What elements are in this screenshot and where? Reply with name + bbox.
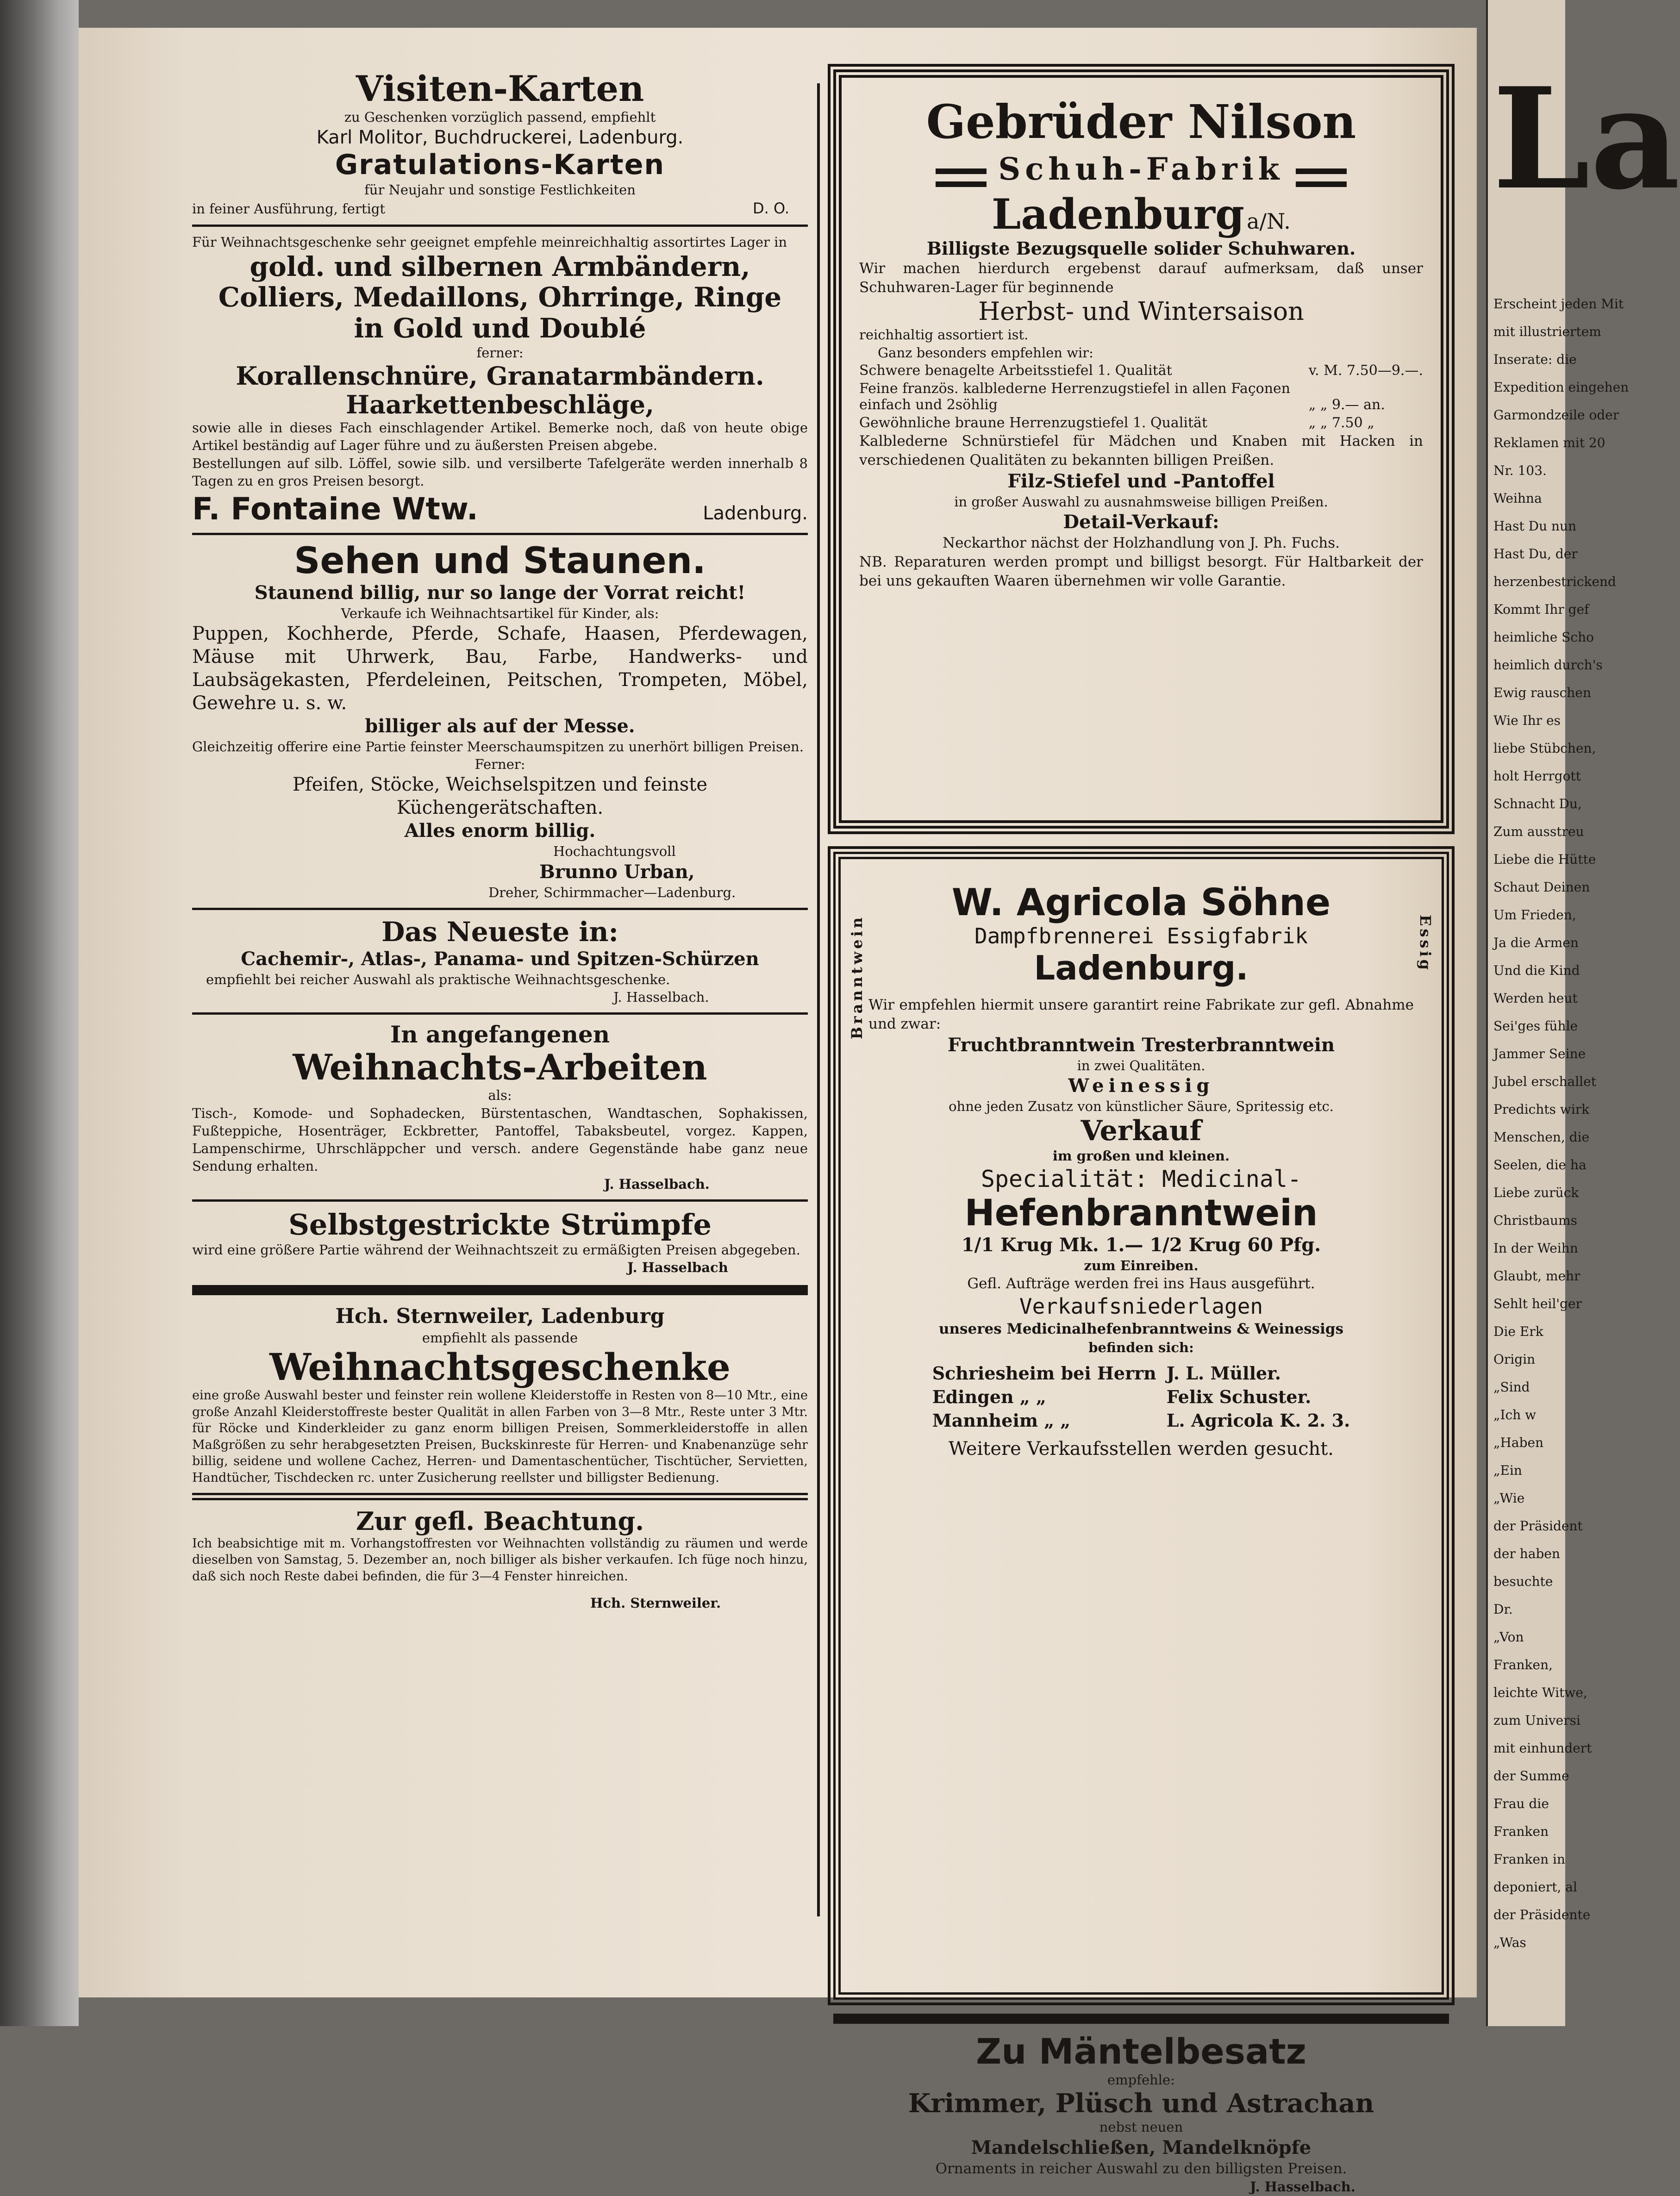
adjacent-text-fragment: zum Universi xyxy=(1493,1713,1580,1728)
dealer-place: Edingen „ „ xyxy=(932,1386,1046,1408)
adjacent-text-fragment: Liebe die Hütte xyxy=(1493,852,1596,867)
ad-text: Kalblederne Schnürstiefel für Mädchen und Knaben mit Hacken in verschiedenen Qualitäten zu bekannten billigen Preißen. xyxy=(859,432,1423,468)
ad-text: Ganz besonders empfehlen wir: xyxy=(878,344,1093,361)
ad-text: zu Geschenken vorzüglich passend, empfiehlt xyxy=(344,109,656,125)
ad-title: Das Neueste in: xyxy=(381,916,618,948)
ad-text: nebst neuen xyxy=(1099,2119,1183,2135)
ad-text: NB. Reparaturen werden prompt und billigst besorgt. Für Haltbarkeit der bei uns gekauften Waaren übernehmen wir volle Garantie. xyxy=(859,553,1423,589)
ad-heading: Fruchtbranntwein Tresterbranntwein xyxy=(947,1034,1335,1056)
adjacent-text-fragment: Werden heut xyxy=(1493,991,1578,1006)
price-value: „ „ 7.50 „ xyxy=(1308,414,1374,431)
ad-urban xyxy=(192,542,808,901)
adjacent-text-fragment: Hast Du nun xyxy=(1493,518,1577,534)
divider xyxy=(192,1493,808,1500)
price-row xyxy=(859,362,1423,380)
ad-text: Staunend billig, nur so lange der Vorrat reicht! xyxy=(254,581,746,604)
ad-text: Hochachtungsvoll xyxy=(553,843,676,860)
ad-text: Ich beabsichtige mit m. Vorhangstoffresten vor Weihnachten vollständig zu räumen und werde dieselben von Samstag, 5. Dezember an, noch billiger als bisher verkaufen. Ich füge noch hinzu, daß sich noch Reste dabei befinden, die für 3—4 Fenster hinreichen. xyxy=(192,1536,808,1584)
dealer-name: Felix Schuster. xyxy=(1166,1386,1312,1408)
ad-heading: Specialität: Medicinal- xyxy=(981,1166,1302,1193)
ad-signature: J. Hasselbach. xyxy=(1250,2179,1355,2195)
adjacent-text-fragment: „Ein xyxy=(1493,1463,1522,1478)
ad-text: 1/1 Krug Mk. 1.— 1/2 Krug 60 Pfg. xyxy=(961,1234,1321,1256)
ad-title: Selbstgestrickte Strümpfe xyxy=(288,1207,712,1241)
ad-agricola xyxy=(833,852,1449,2000)
adjacent-text-fragment: Hast Du, der xyxy=(1493,546,1578,561)
divider xyxy=(192,1285,808,1295)
adjacent-text-fragment: Jammer Seine xyxy=(1493,1046,1586,1061)
adjacent-text-fragment: Inserate: die xyxy=(1493,352,1577,367)
ad-heading: in Gold und Doublé xyxy=(354,312,646,344)
adjacent-text-fragment: Expedition eingehen xyxy=(1493,380,1629,395)
ad-text: reichhaltig assortiert ist. xyxy=(859,327,1029,343)
ad-signature: Brunno Urban, xyxy=(539,861,695,883)
ad-maentel xyxy=(833,2032,1449,2196)
adjacent-text-fragment: Erscheint jeden Mit xyxy=(1493,296,1624,312)
ad-title: Weihnachtsgeschenke xyxy=(269,1345,731,1389)
adjacent-text-fragment: Glaubt, mehr xyxy=(1493,1268,1580,1284)
ad-text: Neckarthor nächst der Holzhandlung von J. Ph. Fuchs. xyxy=(942,534,1340,551)
ad-text: Gefl. Aufträge werden frei ins Haus ausgeführt. xyxy=(967,1275,1315,1292)
ad-heading: Detail-Verkauf: xyxy=(1063,511,1219,533)
ad-text: Bestellungen auf silb. Löffel, sowie silb. und versilberte Tafelgeräte werden innerhalb 8 Tagen zu en gros Preisen besorgt. xyxy=(192,455,808,489)
book-binding xyxy=(0,0,79,2026)
adjacent-text-fragment: Franken xyxy=(1493,1824,1549,1839)
ad-text: empfehle: xyxy=(1107,2071,1175,2088)
ad-text: Alles enorm billig. xyxy=(404,820,596,842)
ad-text: für Neujahr und sonstige Festlichkeiten xyxy=(364,181,636,198)
ad-text: sowie alle in dieses Fach einschlagender Artikel. Bemerke noch, daß von heute obige Artikel beständig auf Lager führe und zu äußersten Preisen abgebe. xyxy=(192,420,808,454)
adjacent-text-fragment: der Präsident xyxy=(1493,1518,1583,1534)
price-row xyxy=(859,414,1423,432)
ad-text: empfiehlt bei reicher Auswahl als praktische Weihnachtsgeschenke. xyxy=(206,971,670,987)
adjacent-text-fragment: Reklamen mit 20 xyxy=(1493,435,1605,450)
ad-text: eine große Auswahl bester und feinster rein wollene Kleiderstoffe in Resten von 8—10 Mtr., eine große Anzahl Kleiderstoffreste bester Qualität in allen Farben von 3—8 Mtr., Reste unter 3 Mtr. für Röcke und Kinderkleider zu ganz enorm billigen Preisen, Sommerkleiderstoffe in allen Maßgrößen zu sehr herabgesetzten Preisen, Buckskinreste für Herren- und Knabenanzüge sehr billig, seidene und wollene Cachez, Herren- und Damentaschentücher, Tischtücher, Servietten, Handtücher, Tischdecken rc. unter Zusicherung reellster und billigster Bedienung. xyxy=(192,1388,808,1485)
price-row xyxy=(859,380,1423,414)
divider xyxy=(192,908,808,910)
ad-signature: J. Hasselbach xyxy=(627,1260,728,1276)
ad-text: Wir empfehlen hiermit unsere garantirt reine Fabrikate zur gefl. Abnahme und zwar: xyxy=(868,996,1414,1032)
ad-heading: Verkauf xyxy=(1080,1115,1202,1148)
side-label-left: Branntwein xyxy=(848,915,866,1040)
adjacent-text-fragment: Und die Kind xyxy=(1493,963,1580,978)
adjacent-text-fragment: Schaut Deinen xyxy=(1493,880,1590,895)
ad-heading: gold. und silbernen Armbändern, xyxy=(250,250,750,282)
adjacent-text-fragment: Ewig rauschen xyxy=(1493,685,1591,700)
ad-signature: Hch. Sternweiler. xyxy=(590,1595,721,1611)
ad-subtitle: Dampfbrennerei Essigfabrik xyxy=(974,923,1308,948)
adjacent-text-fragment: mit illustriertem xyxy=(1493,324,1601,339)
ad-text: Cachemir-, Atlas-, Panama- und Spitzen-Schürzen xyxy=(241,948,759,970)
ad-text: in zwei Qualitäten. xyxy=(1077,1057,1205,1073)
dealer-name: J. L. Müller. xyxy=(1166,1363,1281,1384)
ad-text: in feiner Ausführung, fertigt xyxy=(192,201,385,217)
adjacent-text-fragment: Weihna xyxy=(1493,491,1542,506)
ad-heading: Haarkettenbeschläge, xyxy=(346,390,654,420)
adjacent-text-fragment: Wie Ihr es xyxy=(1493,713,1561,728)
ad-heading: Weinessig xyxy=(1068,1074,1214,1097)
adjacent-text-fragment: Franken, xyxy=(1493,1657,1553,1672)
ad-beachtung xyxy=(192,1507,808,1612)
ad-heading: Korallenschnüre, Granatarmbändern. xyxy=(236,361,764,391)
adjacent-text-fragment: der Summe xyxy=(1493,1768,1569,1784)
ad-text: zum Einreiben. xyxy=(1084,1257,1199,1273)
ad-text: in großer Auswahl zu ausnahmsweise billigen Preißen. xyxy=(954,493,1328,510)
ad-text: Pfeifen, Stöcke, Weichselspitzen und feinste Küchengerätschaften. xyxy=(293,774,707,819)
adjacent-text-fragment: Liebe zurück xyxy=(1493,1185,1579,1200)
dealer-row xyxy=(928,1362,1355,1385)
ad-title: Visiten-Karten xyxy=(356,68,644,109)
price-value: „ „ 9.— an. xyxy=(1308,396,1385,413)
ad-text: empfiehlt als passende xyxy=(422,1329,578,1346)
ad-text: Für Weihnachtsgeschenke sehr geeignet empfehle meinreichhaltig assortirtes Lager in xyxy=(192,234,787,250)
ad-title: Gebrüder Nilson xyxy=(926,94,1356,149)
ad-heading: Filz-Stiefel und -Pantoffel xyxy=(1007,470,1275,492)
adjacent-text-fragment: der Präsidente xyxy=(1493,1907,1591,1922)
ad-heading: Mandelschließen, Mandelknöpfe xyxy=(971,2136,1312,2159)
adjacent-text-fragment: Ja die Armen xyxy=(1493,935,1579,950)
divider xyxy=(833,2014,1449,2024)
divider xyxy=(192,225,808,227)
ad-text: Verkaufe ich Weihnachtsartikel für Kinder, als: xyxy=(341,605,659,621)
adjacent-page-edge xyxy=(1486,0,1680,2026)
ad-text: befinden sich: xyxy=(1088,1340,1194,1356)
ad-nilson xyxy=(833,69,1449,829)
adjacent-text-fragment: „Von xyxy=(1493,1629,1524,1645)
ad-struempfe xyxy=(192,1208,808,1277)
adjacent-text-fragment: der haben xyxy=(1493,1546,1561,1561)
dealer-place: Schriesheim bei Herrn xyxy=(932,1363,1156,1384)
ad-text: unseres Medicinalhefenbranntweins & Weinessigs xyxy=(938,1321,1344,1338)
adjacent-text-fragment: Nr. 103. xyxy=(1493,463,1547,478)
adjacent-text-fragment: „Sind xyxy=(1493,1379,1530,1395)
ad-sternweiler xyxy=(192,1304,808,1486)
ad-title: Zu Mäntelbesatz xyxy=(976,2031,1306,2072)
ad-neueste xyxy=(192,917,808,1006)
dealer-place: Mannheim „ „ xyxy=(932,1410,1071,1431)
price-value: v. M. 7.50—9.—. xyxy=(1308,362,1423,379)
adjacent-text-fragment: heimlich durch's xyxy=(1493,657,1603,673)
price-table xyxy=(859,362,1423,432)
adjacent-text-fragment: besuchte xyxy=(1493,1574,1553,1589)
ad-subtitle: Schuh-Fabrik xyxy=(998,151,1284,187)
ornament-equals xyxy=(1296,168,1347,187)
price-item: Schwere benagelte Arbeitsstiefel 1. Qualität xyxy=(859,362,1172,379)
ad-title: Hefenbranntwein xyxy=(964,1192,1318,1234)
dealer-name: L. Agricola K. 2. 3. xyxy=(1166,1410,1350,1431)
adjacent-text-fragment: leichte Witwe, xyxy=(1493,1685,1587,1700)
ad-heading: Verkaufsniederlagen xyxy=(1019,1293,1263,1319)
adjacent-text-fragment: Um Frieden, xyxy=(1493,907,1576,923)
ad-text: ohne jeden Zusatz von künstlicher Säure, Spritessig etc. xyxy=(949,1098,1334,1114)
ad-text: im großen und kleinen. xyxy=(1052,1148,1230,1164)
ad-text: ferner: xyxy=(476,344,524,361)
adjacent-text-fragment: „Haben xyxy=(1493,1435,1544,1450)
adjacent-text-fragment: Schnacht Du, xyxy=(1493,796,1582,811)
adjacent-text-fragment: Sehlt heil'ger xyxy=(1493,1296,1582,1311)
adjacent-text-fragment: Christbaums xyxy=(1493,1213,1577,1228)
dealer-row xyxy=(928,1385,1355,1408)
divider xyxy=(192,1199,808,1202)
ad-text: Gleichzeitig offerire eine Partie feinster Meerschaumspitzen zu unerhört billigen Preisen. xyxy=(192,738,804,755)
adjacent-text-fragment: deponiert, al xyxy=(1493,1879,1577,1895)
price-item: Feine französ. kalblederne Herrenzugstiefel in allen Façonen einfach und 2söhlig xyxy=(859,380,1291,413)
ad-place: Ladenburg. xyxy=(1034,948,1249,987)
adjacent-text-fragment: Die Erk xyxy=(1493,1324,1543,1339)
ad-text: Tisch-, Komode- und Sophadecken, Bürstentaschen, Wandtaschen, Sophakissen, Fußteppiche, Hosenträger, Eckbretter, Pantoffel, Tabaksbeutel, vorgez. Kappen, Lampenschirme, Uhrschläppcher und versch. andere Gegenstände habe ganz neue Sendung erhalten. xyxy=(192,1105,808,1174)
adjacent-text-fragment: Sei'ges fühle xyxy=(1493,1018,1578,1034)
masthead-fragment: La xyxy=(1493,57,1680,220)
divider xyxy=(192,1012,808,1015)
adjacent-text-fragment: Garmondzeile oder xyxy=(1493,407,1619,423)
ad-text: wird eine größere Partie während der Weihnachtszeit zu ermäßigten Preisen abgegeben. xyxy=(192,1242,800,1258)
ad-visitenkarten xyxy=(192,69,808,218)
adjacent-text-fragment: „Was xyxy=(1493,1935,1526,1950)
adjacent-text-fragment: heimliche Scho xyxy=(1493,630,1594,645)
column-rule xyxy=(817,83,820,1916)
adjacent-text-fragment: mit einhundert xyxy=(1493,1741,1592,1756)
adjacent-text-fragment: Frau die xyxy=(1493,1796,1549,1811)
ad-arbeiten xyxy=(192,1021,808,1193)
ad-place-suffix: a/N. xyxy=(1247,208,1291,234)
ad-text: In angefangenen xyxy=(390,1021,610,1048)
ad-company: Hch. Sternweiler, Ladenburg xyxy=(335,1304,665,1328)
adjacent-text-fragment: Franken in xyxy=(1493,1852,1565,1867)
ad-heading: Krimmer, Plüsch und Astrachan xyxy=(908,2088,1374,2119)
adjacent-text-fragment: Zum ausstreu xyxy=(1493,824,1584,839)
ad-text: Wir machen hierdurch ergebenst darauf aufmerksam, daß unser Schuhwaren-Lager für beginnende xyxy=(859,260,1423,296)
adjacent-text-fragment: Menschen, die xyxy=(1493,1129,1590,1145)
adjacent-text-fragment: „Ich w xyxy=(1493,1407,1536,1422)
divider xyxy=(192,533,808,535)
adjacent-text-fragment: liebe Stübchen, xyxy=(1493,741,1596,756)
ad-heading: Colliers, Medaillons, Ohrringe, Ringe xyxy=(218,281,782,313)
ad-signature: D. O. xyxy=(752,200,789,218)
ad-signature: J. Hasselbach. xyxy=(613,989,709,1005)
ornament-equals xyxy=(936,168,987,187)
ad-text: Billigste Bezugsquelle solider Schuhwaren. xyxy=(926,237,1356,259)
left-column xyxy=(192,69,808,1612)
adjacent-text-fragment: herzenbestrickend xyxy=(1493,574,1616,589)
ad-text: Karl Molitor, Buchdruckerei, Ladenburg. xyxy=(316,126,684,148)
ad-title: Sehen und Staunen. xyxy=(294,540,706,582)
adjacent-text-fragment: Origin xyxy=(1493,1352,1536,1367)
ad-place: Ladenburg. xyxy=(703,503,808,524)
adjacent-text-fragment: Kommt Ihr gef xyxy=(1493,602,1589,617)
ad-title: Weihnachts-Arbeiten xyxy=(293,1046,707,1088)
ad-place: Ladenburg xyxy=(992,189,1244,239)
ad-text: Dreher, Schirmmacher—Ladenburg. xyxy=(488,884,736,900)
adjacent-text-fragment: Dr. xyxy=(1493,1602,1513,1617)
dealer-row xyxy=(928,1409,1355,1432)
side-label-right: Essig xyxy=(1417,915,1434,973)
ad-text: Puppen, Kochherde, Pferde, Schafe, Haasen, Pferdewagen, Mäuse mit Uhrwerk, Bau, Farbe, Handwerks- und Laubsägekasten, Pferdeleinen, Peitschen, Trompeten, Möbel, Gewehre u. s. w. xyxy=(192,623,808,714)
adjacent-text-fragment: In der Weihn xyxy=(1493,1241,1578,1256)
adjacent-text-fragment: Jubel erschallet xyxy=(1493,1074,1597,1089)
ad-text: billiger als auf der Messe. xyxy=(365,715,635,737)
adjacent-text-fragment: Seelen, die ha xyxy=(1493,1157,1586,1173)
ad-text: Ferner: xyxy=(475,756,525,773)
ad-title: Gratulations-Karten xyxy=(335,148,665,181)
adjacent-text-fragment: „Wie xyxy=(1493,1491,1525,1506)
right-column xyxy=(833,69,1449,2196)
price-item: Gewöhnliche braune Herrenzugstiefel 1. Qualität xyxy=(859,414,1208,431)
ad-fontaine xyxy=(192,233,808,526)
ad-text: als: xyxy=(488,1087,512,1104)
adjacent-text-fragment: Predichts wirk xyxy=(1493,1102,1590,1117)
ad-title: Zur gefl. Beachtung. xyxy=(356,1506,644,1536)
ad-text: Ornaments in reicher Auswahl zu den billigsten Preisen. xyxy=(935,2160,1347,2177)
dealer-table xyxy=(927,1361,1356,1433)
ad-company: F. Fontaine Wtw. xyxy=(192,491,478,527)
ad-text: Weitere Verkaufsstellen werden gesucht. xyxy=(948,1438,1334,1460)
ad-title: W. Agricola Söhne xyxy=(951,881,1331,924)
ad-signature: J. Hasselbach. xyxy=(604,1176,710,1192)
ad-heading: Herbst- und Wintersaison xyxy=(978,297,1304,326)
adjacent-text-fragment: holt Herrgott xyxy=(1493,768,1581,784)
